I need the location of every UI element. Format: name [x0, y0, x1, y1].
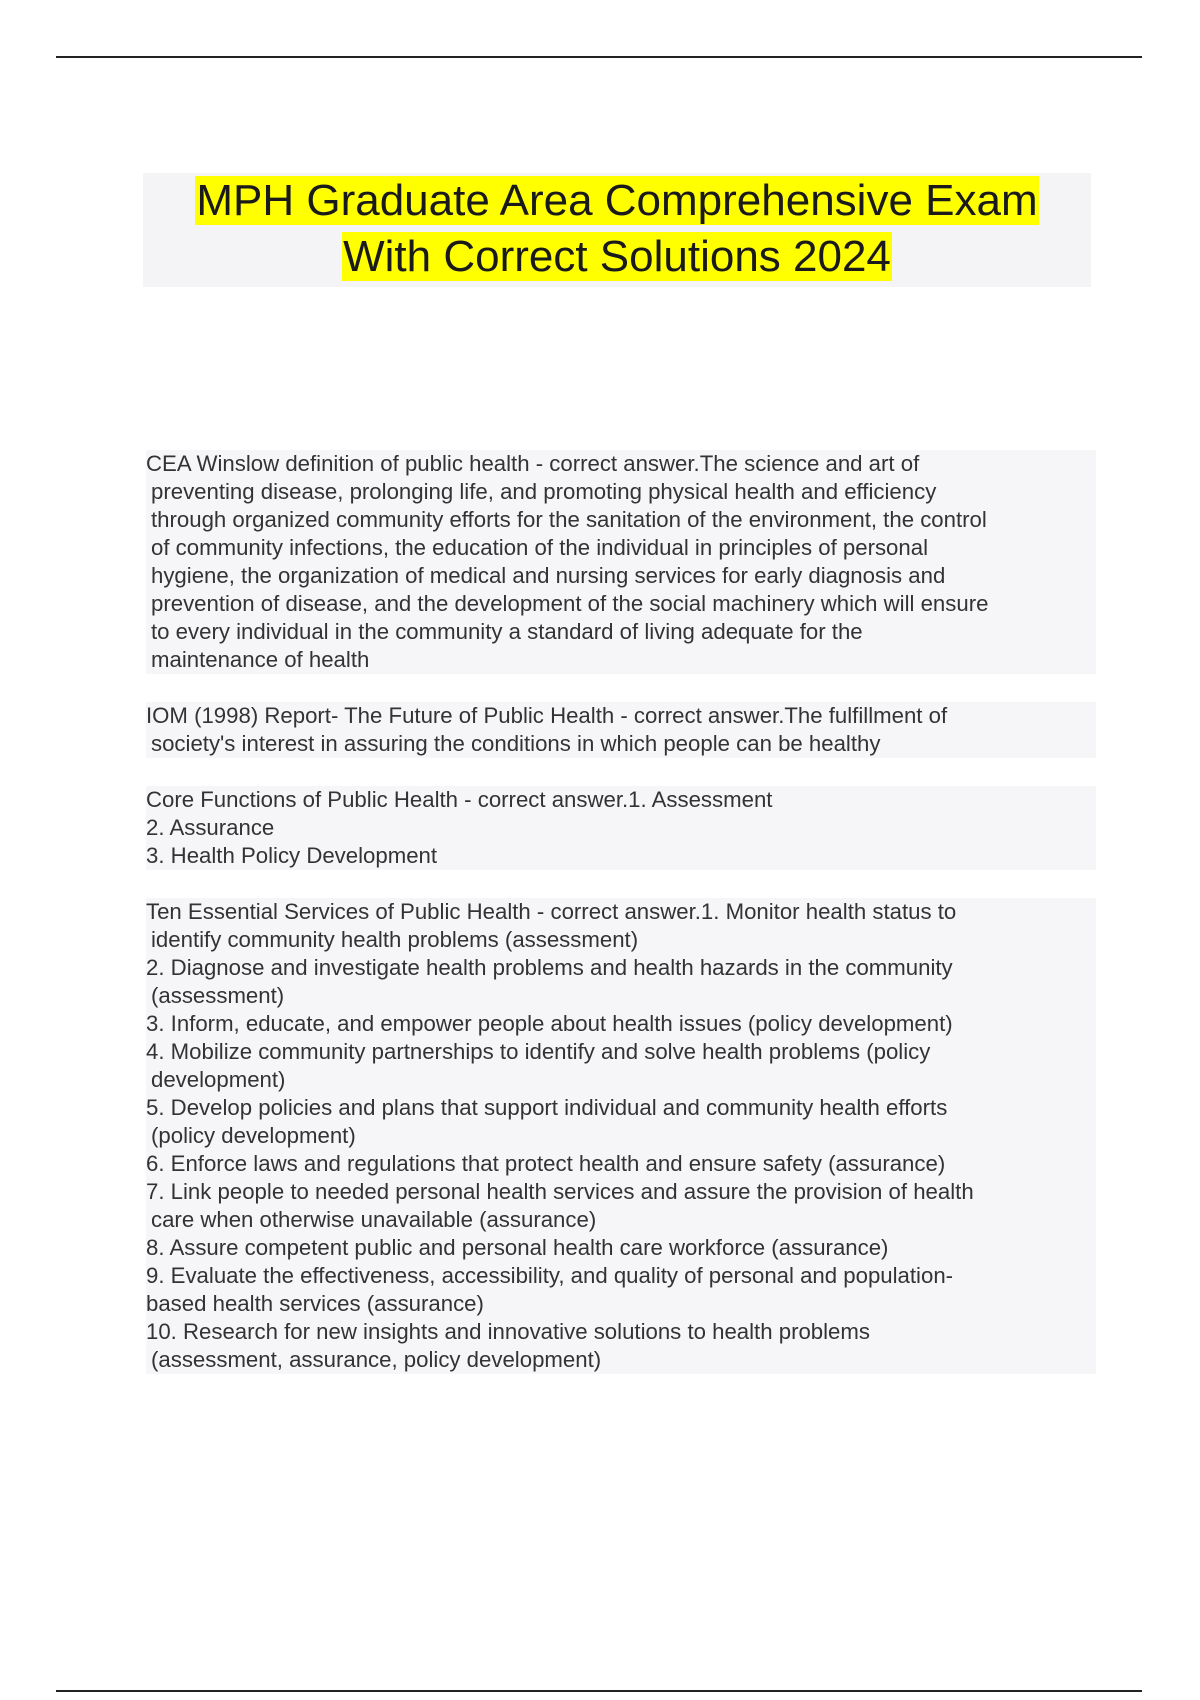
text-line: maintenance of health: [151, 647, 370, 672]
text-line: preventing disease, prolonging life, and promoting physical health and efficiency: [151, 479, 937, 504]
text-line: Ten Essential Services of Public Health - correct answer.1. Monitor health status to: [146, 899, 957, 924]
text-line: IOM (1998) Report- The Future of Public Health - correct answer.The fulfillment of: [146, 703, 948, 728]
text-line: identify community health problems (assessment): [151, 927, 639, 952]
text-line: 8. Assure competent public and personal health care workforce (assurance): [146, 1235, 889, 1260]
title-line-1: MPH Graduate Area Comprehensive Exam: [196, 176, 1038, 225]
text-line: (assessment): [151, 983, 285, 1008]
text-line: care when otherwise unavailable (assurance): [151, 1207, 597, 1232]
bottom-rule: [56, 1690, 1142, 1692]
text-line: to every individual in the community a standard of living adequate for the: [151, 619, 863, 644]
text-line: 4. Mobilize community partnerships to identify and solve health problems (policy: [146, 1039, 931, 1064]
text-line: through organized community efforts for the sanitation of the environment, the control: [151, 507, 987, 532]
text-line: 2. Diagnose and investigate health problems and health hazards in the community: [146, 955, 953, 980]
text-line: based health services (assurance): [146, 1291, 484, 1316]
qa-entry-essential-services: [146, 898, 1096, 1374]
qa-entry-core-functions: [146, 786, 1096, 870]
text-line: hygiene, the organization of medical and nursing services for early diagnosis and: [151, 563, 946, 588]
text-line: society's interest in assuring the conditions in which people can be healthy: [151, 731, 881, 756]
text-line: CEA Winslow definition of public health - correct answer.The science and art of: [146, 451, 920, 476]
text-line: of community infections, the education of the individual in principles of personal: [151, 535, 929, 560]
title-line-2: With Correct Solutions 2024: [343, 232, 891, 281]
text-line: 10. Research for new insights and innovative solutions to health problems: [146, 1319, 870, 1344]
text-line: 2. Assurance: [146, 815, 275, 840]
text-line: development): [151, 1067, 286, 1092]
document-body: [146, 450, 1096, 1402]
top-rule: [56, 56, 1142, 58]
text-line: (assessment, assurance, policy development): [151, 1347, 602, 1372]
text-line: 3. Health Policy Development: [146, 843, 438, 868]
text-line: 5. Develop policies and plans that support individual and community health efforts: [146, 1095, 948, 1120]
document-title: [143, 173, 1091, 287]
text-line: 6. Enforce laws and regulations that protect health and ensure safety (assurance): [146, 1151, 946, 1176]
qa-entry-iom: [146, 702, 1096, 758]
qa-entry-winslow: [146, 450, 1096, 674]
text-line: 3. Inform, educate, and empower people about health issues (policy development): [146, 1011, 953, 1036]
text-line: (policy development): [151, 1123, 356, 1148]
text-line: 9. Evaluate the effectiveness, accessibility, and quality of personal and population-: [146, 1263, 954, 1288]
text-line: Core Functions of Public Health - correct answer.1. Assessment: [146, 787, 773, 812]
text-line: prevention of disease, and the development of the social machinery which will ensure: [151, 591, 989, 616]
text-line: 7. Link people to needed personal health services and assure the provision of health: [146, 1179, 974, 1204]
